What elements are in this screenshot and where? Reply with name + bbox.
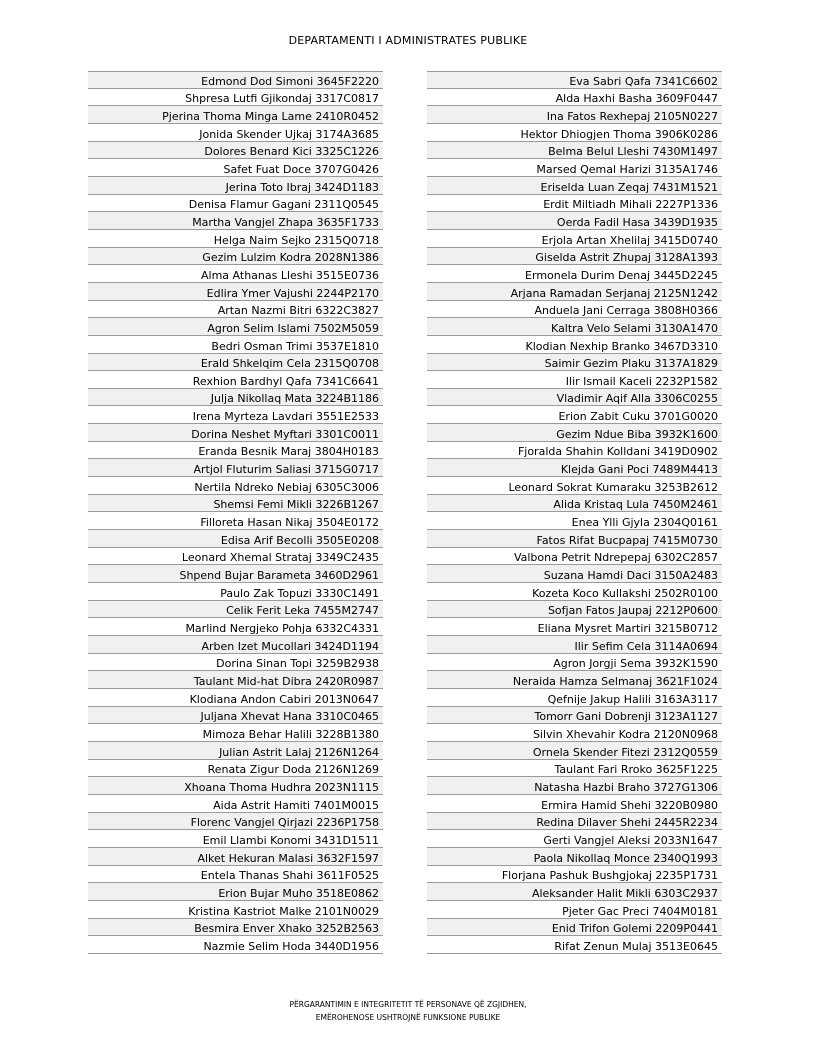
list-item: Klejda Gani Poci 7489M4413 — [427, 459, 722, 477]
list-item: Erdit Miltiadh Mihali 2227P1336 — [427, 195, 722, 213]
list-item: Paola Nikollaq Monce 2340Q1993 — [427, 848, 722, 866]
list-item: Leonard Sokrat Kumaraku 3253B2612 — [427, 477, 722, 495]
list-item: Paulo Zak Topuzi 3330C1491 — [88, 583, 383, 601]
list-item: Irena Myrteza Lavdari 3551E2533 — [88, 406, 383, 424]
list-item: Ilir Ismail Kaceli 2232P1582 — [427, 371, 722, 389]
list-item: Denisa Flamur Gagani 2311Q0545 — [88, 195, 383, 213]
list-item: Aida Astrit Hamiti 7401M0015 — [88, 795, 383, 813]
list-item: Fatos Rifat Bucpapaj 7415M0730 — [427, 530, 722, 548]
page-title: DEPARTAMENTI I ADMINISTRATES PUBLIKE — [288, 34, 528, 47]
list-item: Helga Naim Sejko 2315Q0718 — [88, 230, 383, 248]
list-item: Marlind Nergjeko Pohja 6332C4331 — [88, 618, 383, 636]
list-item: Dorina Neshet Myftari 3301C0011 — [88, 424, 383, 442]
left-column-list — [88, 71, 383, 954]
list-item: Entela Thanas Shahi 3611F0525 — [88, 866, 383, 884]
list-item: Enid Trifon Golemi 2209P0441 — [427, 919, 722, 937]
list-item: Pjerina Thoma Minga Lame 2410R0452 — [88, 106, 383, 124]
footer-line-1: PËRGARANTIMIN E INTEGRITETIT TË PERSONAVE QË ZGJIDHEN, — [289, 1000, 527, 1009]
list-item: Artan Nazmi Bitri 6322C3827 — [88, 301, 383, 319]
list-item: Vladimir Aqif Alla 3306C0255 — [427, 389, 722, 407]
list-item: Florjana Pashuk Bushgjokaj 2235P1731 — [427, 866, 722, 884]
list-item: Marsed Qemal Harizi 3135A1746 — [427, 159, 722, 177]
list-item: Sofjan Fatos Jaupaj 2212P0600 — [427, 601, 722, 619]
list-item: Eva Sabri Qafa 7341C6602 — [427, 71, 722, 89]
list-item: Alda Haxhi Basha 3609F0447 — [427, 89, 722, 107]
list-item: Arben Izet Mucollari 3424D1194 — [88, 636, 383, 654]
list-item: Edisa Arif Becolli 3505E0208 — [88, 530, 383, 548]
list-item: Julian Astrit Lalaj 2126N1264 — [88, 742, 383, 760]
list-item: Gezim Lulzim Kodra 2028N1386 — [88, 248, 383, 266]
list-item: Hektor Dhiogjen Thoma 3906K0286 — [427, 124, 722, 142]
list-item: Klodiana Andon Cabiri 2013N0647 — [88, 689, 383, 707]
list-item: Taulant Fari Rroko 3625F1225 — [427, 760, 722, 778]
list-item: Safet Fuat Doce 3707G0426 — [88, 159, 383, 177]
list-item: Leonard Xhemal Strataj 3349C2435 — [88, 548, 383, 566]
list-item: Ornela Skender Fitezi 2312Q0559 — [427, 742, 722, 760]
list-item: Artjol Fluturim Saliasi 3715G0717 — [88, 459, 383, 477]
list-item: Ermira Hamid Shehi 3220B0980 — [427, 795, 722, 813]
list-item: Qefnije Jakup Halili 3163A3117 — [427, 689, 722, 707]
list-item: Rexhion Bardhyl Qafa 7341C6641 — [88, 371, 383, 389]
list-item: Shpresa Lutfi Gjikondaj 3317C0817 — [88, 89, 383, 107]
list-item: Mimoza Behar Halili 3228B1380 — [88, 724, 383, 742]
list-item: Shemsi Femi Mikli 3226B1267 — [88, 495, 383, 513]
list-item: Jerina Toto Ibraj 3424D1183 — [88, 177, 383, 195]
list-item: Filloreta Hasan Nikaj 3504E0172 — [88, 512, 383, 530]
right-column-list — [427, 71, 722, 954]
list-item: Silvin Xhevahir Kodra 2120N0968 — [427, 724, 722, 742]
list-item: Giselda Astrit Zhupaj 3128A1393 — [427, 248, 722, 266]
list-item: Juljana Xhevat Hana 3310C0465 — [88, 707, 383, 725]
list-item: Fjoralda Shahin Kolldani 3419D0902 — [427, 442, 722, 460]
list-item: Suzana Hamdi Daci 3150A2483 — [427, 565, 722, 583]
list-item: Neraida Hamza Selmanaj 3621F1024 — [427, 671, 722, 689]
list-item: Gerti Vangjel Aleksi 2033N1647 — [427, 830, 722, 848]
list-item: Bedri Osman Trimi 3537E1810 — [88, 336, 383, 354]
list-item: Eliana Mysret Martiri 3215B0712 — [427, 618, 722, 636]
list-item: Ina Fatos Rexhepaj 2105N0227 — [427, 106, 722, 124]
list-item: Ermonela Durim Denaj 3445D2245 — [427, 265, 722, 283]
list-item: Arjana Ramadan Serjanaj 2125N1242 — [427, 283, 722, 301]
list-item: Aleksander Halit Mikli 6303C2937 — [427, 883, 722, 901]
list-item: Klodian Nexhip Branko 3467D3310 — [427, 336, 722, 354]
list-item: Dolores Benard Kici 3325C1226 — [88, 142, 383, 160]
list-item: Valbona Petrit Ndrepepaj 6302C2857 — [427, 548, 722, 566]
list-item: Alida Kristaq Lula 7450M2461 — [427, 495, 722, 513]
page-footer — [0, 998, 816, 1024]
list-item: Emil Llambi Konomi 3431D1511 — [88, 830, 383, 848]
list-item: Xhoana Thoma Hudhra 2023N1115 — [88, 777, 383, 795]
list-item: Celik Ferit Leka 7455M2747 — [88, 601, 383, 619]
list-item: Renata Zigur Doda 2126N1269 — [88, 760, 383, 778]
list-item: Eriselda Luan Zeqaj 7431M1521 — [427, 177, 722, 195]
list-item: Erald Shkelqim Cela 2315Q0708 — [88, 354, 383, 372]
list-item: Pjeter Gac Preci 7404M0181 — [427, 901, 722, 919]
footer-line-2: EMËROHENOSE USHTROJNË FUNKSIONE PUBLIKE — [315, 1013, 501, 1022]
list-item: Enea Ylli Gjyla 2304Q0161 — [427, 512, 722, 530]
list-item: Eranda Besnik Maraj 3804H0183 — [88, 442, 383, 460]
list-item: Jonida Skender Ujkaj 3174A3685 — [88, 124, 383, 142]
list-item: Shpend Bujar Barameta 3460D2961 — [88, 565, 383, 583]
list-item: Martha Vangjel Zhapa 3635F1733 — [88, 212, 383, 230]
list-item: Dorina Sinan Topi 3259B2938 — [88, 654, 383, 672]
list-item: Rifat Zenun Mulaj 3513E0645 — [427, 936, 722, 954]
list-item: Besmira Enver Xhako 3252B2563 — [88, 919, 383, 937]
list-item: Taulant Mid-hat Dibra 2420R0987 — [88, 671, 383, 689]
list-item: Alma Athanas Lleshi 3515E0736 — [88, 265, 383, 283]
list-item: Erion Zabit Cuku 3701G0020 — [427, 406, 722, 424]
list-item: Gezim Ndue Biba 3932K1600 — [427, 424, 722, 442]
list-item: Redina Dilaver Shehi 2445R2234 — [427, 813, 722, 831]
list-item: Nertila Ndreko Nebiaj 6305C3006 — [88, 477, 383, 495]
list-item: Belma Belul Lleshi 7430M1497 — [427, 142, 722, 160]
list-item: Julja Nikollaq Mata 3224B1186 — [88, 389, 383, 407]
list-item: Tomorr Gani Dobrenji 3123A1127 — [427, 707, 722, 725]
list-item: Ilir Sefim Cela 3114A0694 — [427, 636, 722, 654]
list-item: Alket Hekuran Malasi 3632F1597 — [88, 848, 383, 866]
list-item: Anduela Jani Cerraga 3808H0366 — [427, 301, 722, 319]
list-item: Kaltra Velo Selami 3130A1470 — [427, 318, 722, 336]
list-item: Natasha Hazbi Braho 3727G1306 — [427, 777, 722, 795]
list-item: Oerda Fadil Hasa 3439D1935 — [427, 212, 722, 230]
list-item: Kozeta Koco Kullakshi 2502R0100 — [427, 583, 722, 601]
list-item: Erjola Artan Xhelilaj 3415D0740 — [427, 230, 722, 248]
list-item: Edlira Ymer Vajushi 2244P2170 — [88, 283, 383, 301]
list-item: Agron Jorgji Sema 3932K1590 — [427, 654, 722, 672]
list-item: Agron Selim Islami 7502M5059 — [88, 318, 383, 336]
list-item: Erion Bujar Muho 3518E0862 — [88, 883, 383, 901]
list-item: Florenc Vangjel Qirjazi 2236P1758 — [88, 813, 383, 831]
list-item: Nazmie Selim Hoda 3440D1956 — [88, 936, 383, 954]
list-item: Saimir Gezim Plaku 3137A1829 — [427, 354, 722, 372]
list-item: Edmond Dod Simoni 3645F2220 — [88, 71, 383, 89]
list-item: Kristina Kastriot Malke 2101N0029 — [88, 901, 383, 919]
